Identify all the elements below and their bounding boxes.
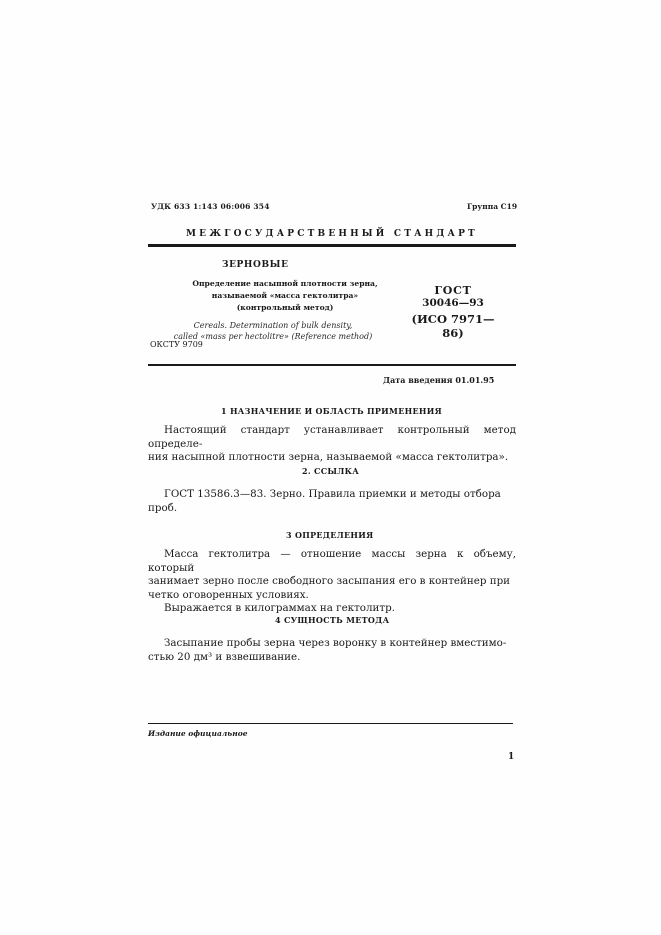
group-code: Группа С19: [467, 202, 518, 211]
page-number: 1: [508, 752, 515, 762]
section-2-heading: 2. ССЫЛКА: [302, 466, 360, 476]
introduction-date: Дата введения 01.01.95: [383, 375, 495, 385]
text-line: Выражается в килограммах на гектолитр.: [164, 602, 395, 615]
text-line: проб.: [148, 501, 178, 514]
text-line: ния насыпной плотности зерна, называемой «масса гектолитра».: [148, 451, 509, 464]
gost-label: ГОСТ: [434, 284, 472, 297]
section-3-heading: 3 ОПРЕДЕЛЕНИЯ: [286, 530, 374, 540]
footer-rule: [148, 723, 513, 724]
section-4-heading: 4 СУЩНОСТЬ МЕТОДА: [275, 615, 390, 625]
english-subtitle-line: called «mass per hectolitre» (Reference method): [173, 332, 373, 341]
russian-subtitle-line: (контрольный метод): [236, 303, 334, 312]
document-title: ЗЕРНОВЫЕ: [222, 260, 289, 270]
official-edition-note: Издание официальное: [148, 729, 248, 738]
english-subtitle: [148, 320, 398, 342]
udk-code: УДК 633 1:143 06:006 354: [151, 202, 270, 211]
interstate-standard-heading: МЕЖГОСУДАРСТВЕННЫЙ СТАНДАРТ: [186, 229, 478, 239]
designation-block: [403, 284, 503, 340]
russian-subtitle-line: называемой «масса гектолитра»: [211, 291, 359, 300]
iso-number: (ИСО 7971—86): [411, 312, 495, 340]
section-4-text: [148, 637, 516, 664]
russian-subtitle: [186, 278, 384, 314]
section-1-heading: 1 НАЗНАЧЕНИЕ И ОБЛАСТЬ ПРИМЕНЕНИЯ: [221, 406, 442, 416]
text-line: занимает зерно после свободного засыпания его в контейнер при: [148, 575, 511, 588]
middle-rule: [148, 364, 516, 366]
section-3-text: [148, 548, 516, 616]
text-line: Настоящий стандарт устанавливает контрольный метод определе-: [148, 424, 516, 450]
text-line: Засыпание пробы зерна через воронку в контейнер вместимо-: [164, 637, 507, 649]
section-2-text: [148, 488, 516, 515]
text-line: стью 20 дм³ и взвешивание.: [148, 650, 301, 663]
text-line: Масса гектолитра — отношение массы зерна к объему, который: [148, 548, 516, 574]
okstu-code: ОКСТУ 9709: [150, 340, 203, 349]
russian-subtitle-line: Определение насыпной плотности зерна,: [192, 279, 378, 288]
text-line: четко оговоренных условиях.: [148, 588, 309, 601]
top-rule: [148, 244, 516, 247]
gost-number: 30046—93: [422, 297, 484, 309]
english-subtitle-line: Cereals. Determination of bulk density,: [193, 321, 353, 330]
section-1-text: [148, 424, 516, 465]
text-line: ГОСТ 13586.3—83. Зерно. Правила приемки и методы отбора: [164, 488, 501, 500]
